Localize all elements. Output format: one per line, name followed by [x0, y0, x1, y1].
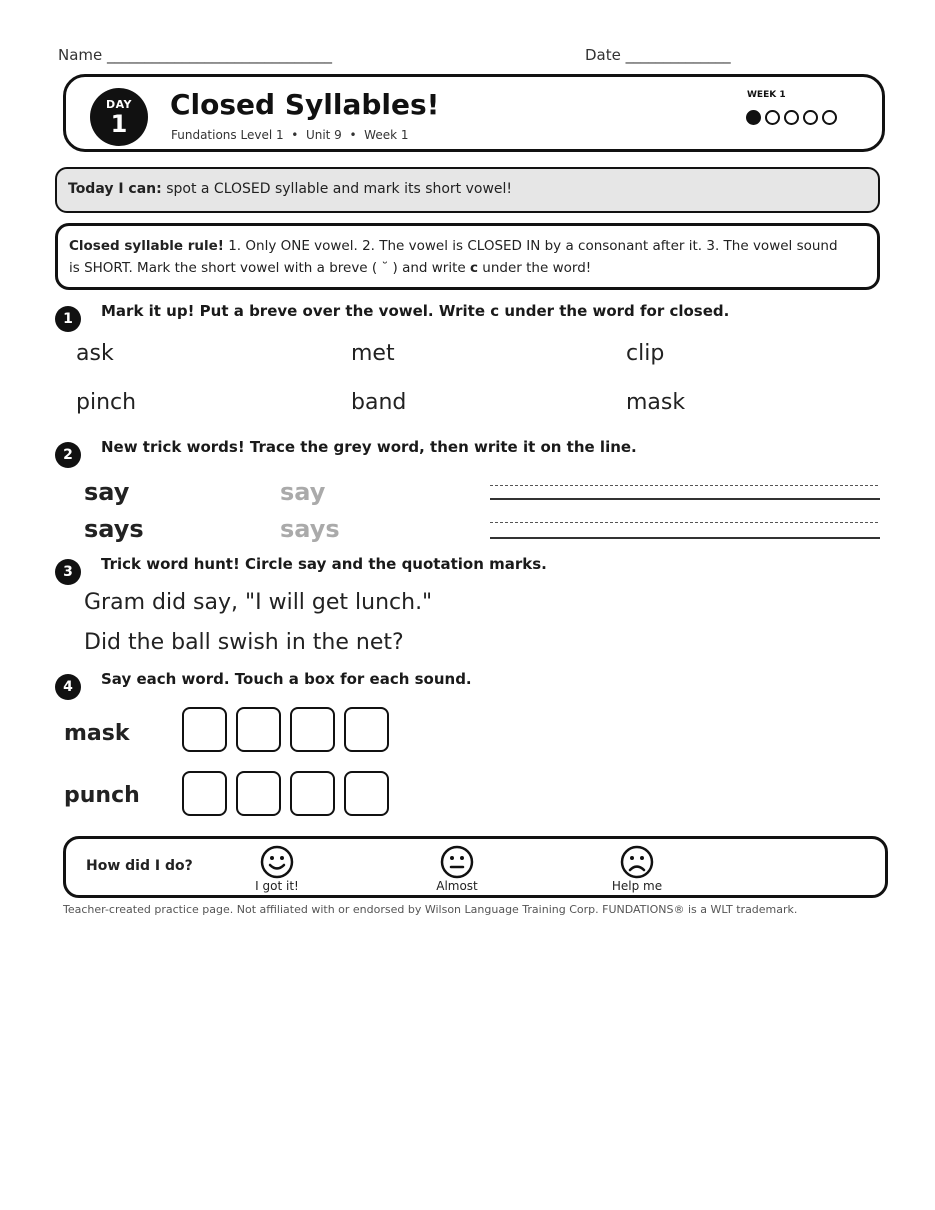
sentence-2[interactable]: Did the ball swish in the net?	[84, 630, 404, 655]
write-line-2[interactable]	[490, 537, 880, 539]
sound-box[interactable]	[236, 707, 281, 752]
word-mask[interactable]: mask	[626, 390, 686, 415]
sound-word-punch: punch	[64, 783, 140, 808]
trick-word-say: say	[84, 478, 130, 506]
sad-face-icon[interactable]	[620, 845, 654, 883]
word-clip[interactable]: clip	[626, 341, 665, 366]
week-dot-5	[822, 110, 837, 125]
day-label: DAY	[105, 98, 133, 111]
section-4-number: 4	[55, 674, 81, 700]
section-4-heading: Say each word. Touch a box for each sound.	[101, 670, 472, 688]
date-field[interactable]: Date ______________	[585, 46, 731, 64]
word-pinch[interactable]: pinch	[76, 390, 137, 415]
goal-label: Today I can:	[68, 181, 162, 197]
footer-note: Teacher-created practice page. Not affiliated with or endorsed by Wilson Language Training Corp. FUNDATIONS® is a WLT trademark.	[63, 903, 798, 916]
reflection-label-almost: Almost	[436, 879, 478, 893]
page-title: Closed Syllables!	[170, 88, 440, 121]
week-progress	[746, 110, 837, 125]
sound-box[interactable]	[182, 771, 227, 816]
reflection-label-help-me: Help me	[611, 879, 663, 893]
trace-word-say[interactable]: say	[280, 478, 326, 506]
page-subtitle: Fundations Level 1 • Unit 9 • Week 1	[171, 128, 409, 142]
write-line-dashed-2	[490, 522, 878, 523]
week-dot-4	[803, 110, 818, 125]
reflection-question: How did I do?	[86, 858, 193, 874]
write-line-dashed-1	[490, 485, 878, 486]
section-2-heading: New trick words! Trace the grey word, then write it on the line.	[101, 438, 637, 456]
week-dot-2	[765, 110, 780, 125]
write-line-1[interactable]	[490, 498, 880, 500]
sound-box[interactable]	[344, 707, 389, 752]
day-badge	[90, 88, 148, 146]
rule-label: Closed syllable rule!	[69, 238, 224, 254]
trick-word-says: says	[84, 515, 144, 543]
week-dot-3	[784, 110, 799, 125]
rule-body-end: under the word!	[478, 260, 592, 276]
goal-body: spot a CLOSED syllable and mark its short vowel!	[161, 181, 513, 197]
word-band[interactable]: band	[351, 390, 407, 415]
smile-face-icon[interactable]	[260, 845, 294, 883]
goal-text	[68, 181, 512, 197]
word-met[interactable]: met	[351, 341, 395, 366]
section-3-number: 3	[55, 559, 81, 585]
section-3-heading: Trick word hunt! Circle say and the quotation marks.	[101, 555, 547, 573]
rule-text	[69, 235, 849, 279]
sentence-1[interactable]: Gram did say, "I will get lunch."	[84, 590, 433, 615]
reflection-label-got-it: I got it!	[255, 879, 299, 893]
sound-box[interactable]	[290, 707, 335, 752]
sound-word-mask: mask	[64, 721, 130, 746]
trace-word-says[interactable]: says	[280, 515, 340, 543]
section-1-heading: Mark it up! Put a breve over the vowel. Write c under the word for closed.	[101, 302, 730, 320]
sound-box[interactable]	[182, 707, 227, 752]
rule-c: c	[470, 260, 479, 276]
week-label: WEEK 1	[747, 90, 786, 100]
neutral-face-icon[interactable]	[440, 845, 474, 883]
section-2-number: 2	[55, 442, 81, 468]
day-number: 1	[110, 110, 128, 138]
sound-box[interactable]	[236, 771, 281, 816]
rule-body: 1. Only ONE vowel. 2. The vowel is CLOSED IN by a consonant after it. 3. The vowel sound is SHORT. Mark the short vowel with a breve ( ˘ ) and write	[69, 238, 838, 276]
sound-box[interactable]	[290, 771, 335, 816]
word-ask[interactable]: ask	[76, 341, 114, 366]
sound-box[interactable]	[344, 771, 389, 816]
week-dot-1	[746, 110, 761, 125]
name-field[interactable]: Name ______________________________	[58, 46, 333, 64]
section-1-number: 1	[55, 306, 81, 332]
